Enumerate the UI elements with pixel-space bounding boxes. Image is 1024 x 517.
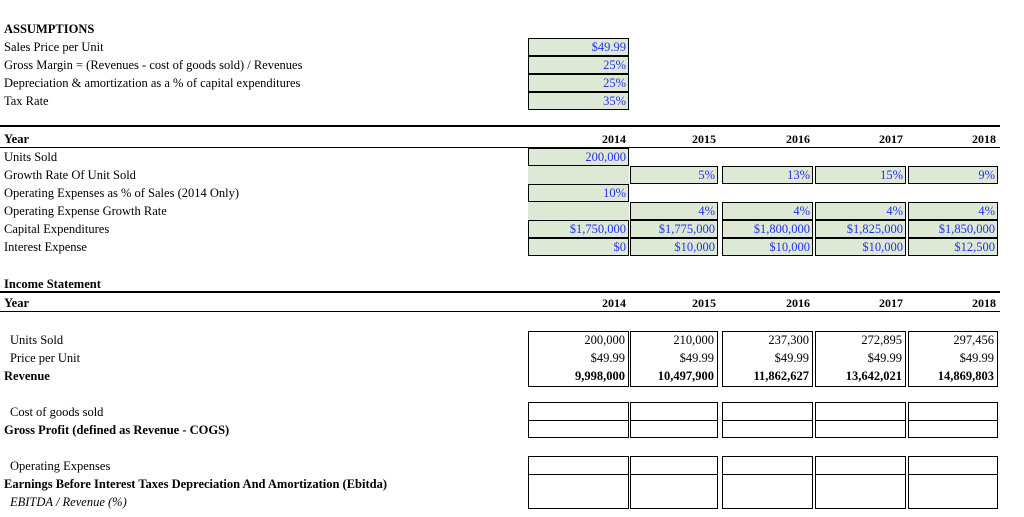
cogs-cells-2017[interactable] — [815, 402, 906, 438]
interest-2016[interactable]: $10,000 — [722, 238, 813, 256]
growth-rate-2018[interactable]: 9% — [908, 166, 998, 184]
opex-cells-2015[interactable] — [630, 456, 718, 492]
interest-label: Interest Expense — [4, 240, 87, 254]
capex-2016[interactable]: $1,800,000 — [722, 220, 813, 238]
assumption-value-price[interactable]: $49.99 — [528, 38, 629, 56]
is-units-2017[interactable]: 272,895 — [861, 333, 902, 347]
cogs-label: Cost of goods sold — [10, 405, 104, 419]
opex-growth-2015[interactable]: 4% — [630, 202, 718, 220]
opex-growth-2014[interactable] — [528, 202, 629, 220]
drivers-year-label: Year — [4, 132, 29, 146]
interest-2017[interactable]: $10,000 — [815, 238, 906, 256]
is-units-2014[interactable]: 200,000 — [584, 333, 625, 347]
revenue-block-2017 — [815, 331, 906, 387]
is-revenue-2015[interactable]: 10,497,900 — [657, 369, 714, 383]
growth-rate-2015[interactable]: 5% — [630, 166, 718, 184]
section-divider — [0, 125, 1000, 127]
ebitda-pct-cell-2018[interactable] — [908, 491, 998, 509]
revenue-block-2018 — [908, 331, 998, 387]
ebitda-label: Earnings Before Interest Taxes Depreciation And Amortization (Ebitda) — [4, 477, 387, 491]
assumption-label-gross-margin: Gross Margin = (Revenues - cost of goods sold) / Revenues — [4, 58, 303, 72]
growth-rate-2016[interactable]: 13% — [722, 166, 813, 184]
income-statement-title: Income Statement — [4, 277, 101, 291]
ebitda-pct-cell-2014[interactable] — [528, 491, 629, 509]
opex-cells-2016[interactable] — [722, 456, 813, 492]
income-divider — [0, 291, 1000, 293]
cogs-cells-2018[interactable] — [908, 402, 998, 438]
opex-cells-2017[interactable] — [815, 456, 906, 492]
opex-growth-label: Operating Expense Growth Rate — [4, 204, 167, 218]
ebitda-pct-cell-2017[interactable] — [815, 491, 906, 509]
opex-cells-2018[interactable] — [908, 456, 998, 492]
is-price-2017[interactable]: $49.99 — [867, 351, 902, 365]
is-revenue-2017[interactable]: 13,642,021 — [845, 369, 902, 383]
is-units-label: Units Sold — [10, 333, 64, 347]
growth-rate-2017[interactable]: 15% — [815, 166, 906, 184]
capex-label: Capital Expenditures — [4, 222, 110, 236]
year-header-2018: 2018 — [972, 132, 996, 146]
is-revenue-2014[interactable]: 9,998,000 — [575, 369, 625, 383]
is-revenue-label: Revenue — [4, 369, 50, 383]
capex-2017[interactable]: $1,825,000 — [815, 220, 906, 238]
opex-growth-2018[interactable]: 4% — [908, 202, 998, 220]
cogs-cells-2016[interactable] — [722, 402, 813, 438]
income-header-rule — [0, 311, 1000, 312]
cogs-cells-2015[interactable] — [630, 402, 718, 438]
interest-2014[interactable]: $0 — [528, 238, 629, 256]
capex-2015[interactable]: $1,775,000 — [630, 220, 718, 238]
income-year-2014: 2014 — [602, 296, 626, 310]
assumption-label-price: Sales Price per Unit — [4, 40, 104, 54]
revenue-block-2016 — [722, 331, 813, 387]
opex-label: Operating Expenses — [10, 459, 111, 473]
units-sold-label: Units Sold — [4, 150, 58, 164]
revenue-block-2015 — [630, 331, 718, 387]
ebitda-pct-cell-2016[interactable] — [722, 491, 813, 509]
is-units-2018[interactable]: 297,456 — [953, 333, 994, 347]
cogs-cells-2014[interactable] — [528, 402, 629, 438]
opex-cells-2014[interactable] — [528, 456, 629, 492]
gross-profit-label: Gross Profit (defined as Revenue - COGS) — [4, 423, 230, 437]
income-year-2017: 2017 — [879, 296, 903, 310]
is-units-2015[interactable]: 210,000 — [673, 333, 714, 347]
assumption-label-tax-rate: Tax Rate — [4, 94, 49, 108]
is-price-2016[interactable]: $49.99 — [774, 351, 809, 365]
interest-2018[interactable]: $12,500 — [908, 238, 998, 256]
year-header-2015: 2015 — [692, 132, 716, 146]
assumption-label-depreciation: Depreciation & amortization as a % of capital expenditures — [4, 76, 301, 90]
income-year-2016: 2016 — [786, 296, 810, 310]
header-rule — [0, 147, 1000, 148]
year-header-2016: 2016 — [786, 132, 810, 146]
is-price-2018[interactable]: $49.99 — [959, 351, 994, 365]
interest-2015[interactable]: $10,000 — [630, 238, 718, 256]
opex-pct-2014[interactable]: 10% — [528, 184, 629, 202]
revenue-block-2014 — [528, 331, 629, 387]
opex-pct-label: Operating Expenses as % of Sales (2014 Only) — [4, 186, 240, 200]
is-units-2016[interactable]: 237,300 — [768, 333, 809, 347]
is-revenue-2018[interactable]: 14,869,803 — [937, 369, 994, 383]
income-year-2015: 2015 — [692, 296, 716, 310]
assumptions-heading: ASSUMPTIONS — [4, 22, 95, 36]
growth-rate-2014[interactable] — [528, 166, 629, 184]
income-year-2018: 2018 — [972, 296, 996, 310]
ebitda-pct-cell-2015[interactable] — [630, 491, 718, 509]
year-header-2017: 2017 — [879, 132, 903, 146]
is-price-label: Price per Unit — [10, 351, 81, 365]
assumption-value-gross-margin[interactable]: 25% — [528, 56, 629, 74]
units-sold-2014[interactable]: 200,000 — [528, 148, 629, 166]
opex-growth-2017[interactable]: 4% — [815, 202, 906, 220]
is-revenue-2016[interactable]: 11,862,627 — [753, 369, 809, 383]
ebitda-pct-label: EBITDA / Revenue (%) — [10, 495, 127, 509]
is-price-2014[interactable]: $49.99 — [590, 351, 625, 365]
capex-2018[interactable]: $1,850,000 — [908, 220, 998, 238]
opex-growth-2016[interactable]: 4% — [722, 202, 813, 220]
assumption-value-depreciation[interactable]: 25% — [528, 74, 629, 92]
income-year-label: Year — [4, 296, 29, 310]
growth-rate-label: Growth Rate Of Unit Sold — [4, 168, 136, 182]
is-price-2015[interactable]: $49.99 — [679, 351, 714, 365]
year-header-2014: 2014 — [602, 132, 626, 146]
assumption-value-tax-rate[interactable]: 35% — [528, 92, 629, 110]
capex-2014[interactable]: $1,750,000 — [528, 220, 629, 238]
